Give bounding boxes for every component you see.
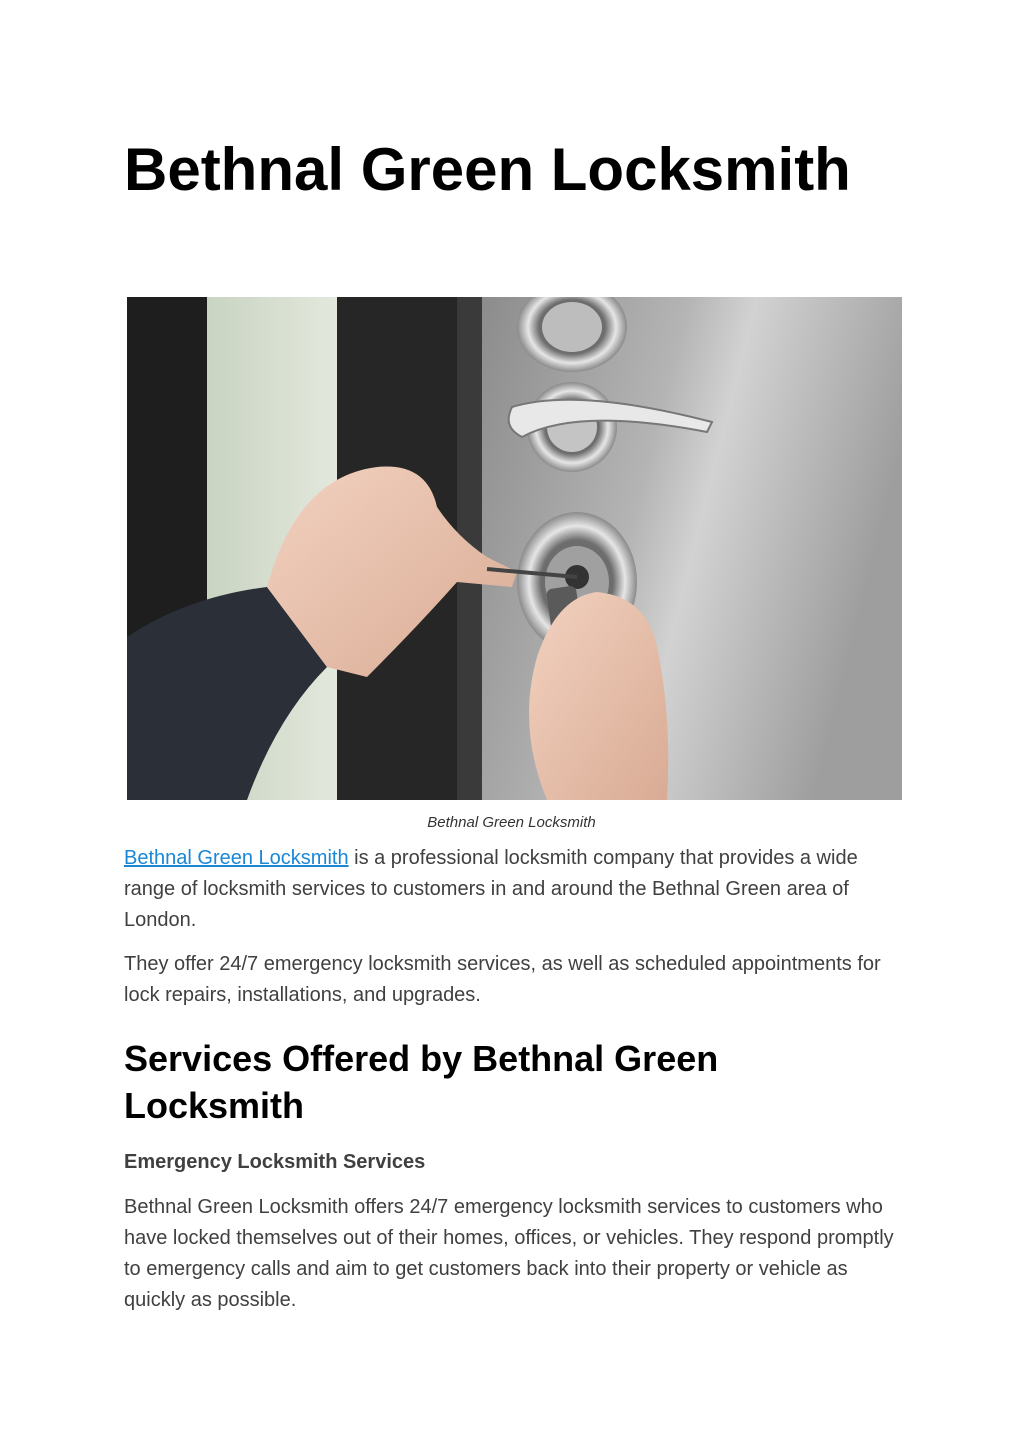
paragraph-services-availability: They offer 24/7 emergency locksmith services, as well as scheduled appointments for lock repairs, installations, and upgrades.	[124, 953, 881, 1006]
locksmith-picking-lock-image	[127, 297, 902, 800]
section-heading: Services Offered by Bethnal Green Locksmith	[124, 1038, 719, 1126]
intro-text: is a professional locksmith company that provides a wide range of locksmith services to customers in and around the Bethnal Green area of London.	[124, 847, 858, 931]
image-caption: Bethnal Green Locksmith	[427, 814, 596, 831]
subsection-heading: Emergency Locksmith Services	[124, 1151, 426, 1173]
locksmith-photo	[127, 297, 902, 800]
intro-paragraph	[124, 843, 914, 936]
bethnal-green-locksmith-link[interactable]: Bethnal Green Locksmith	[124, 847, 349, 869]
page-title: Bethnal Green Locksmith	[124, 136, 851, 203]
paragraph-emergency-services: Bethnal Green Locksmith offers 24/7 emergency locksmith services to customers who have locked themselves out of their homes, offices, or vehicles. They respond promptly to emergency calls and aim to get customers back into their property or vehicle as quickly as possible.	[124, 1196, 894, 1311]
